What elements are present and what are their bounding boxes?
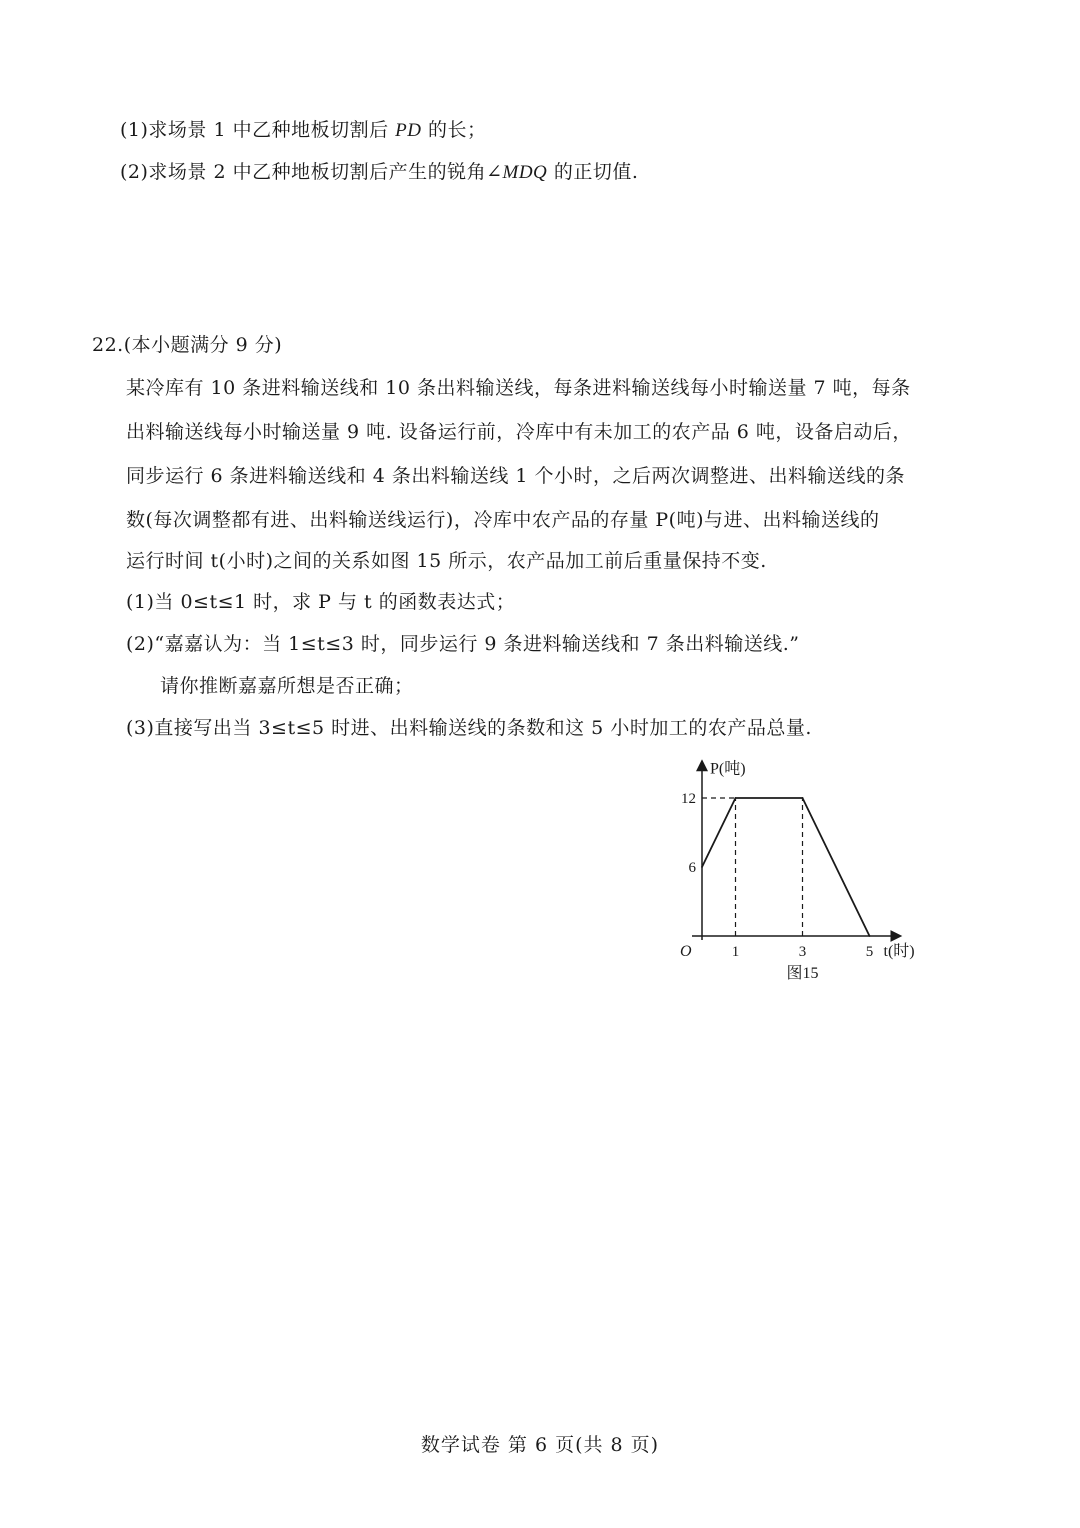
question-22-sub-1: (1)当 0≤t≤1 时，求 P 与 t 的函数表达式； <box>126 591 516 613</box>
figure-caption: 图15 <box>786 965 819 982</box>
x-tick-label-5: 5 <box>865 944 874 960</box>
data-point-2 <box>802 797 804 799</box>
y-axis-label: P(吨) <box>710 760 746 778</box>
question-22-stem-line-3: 同步运行 6 条进料输送线和 4 条出料输送线 1 个小时，之后两次调整进、出料输送线的条 <box>126 465 906 487</box>
q1-suffix: 的长； <box>421 119 487 141</box>
q2-prefix: (2)求场景 2 中乙种地板切割后产生的锐角 <box>120 161 487 183</box>
q1-variable: PD <box>395 120 422 141</box>
question-22-stem-line-2: 出料输送线每小时输送量 9 吨. 设备运行前，冷库中有未加工的农产品 6 吨，设备启动后， <box>126 421 912 443</box>
page-footer: 数学试卷 第 6 页(共 8 页) <box>420 1434 660 1456</box>
question-22-sub-2-follow: 请你推断嘉嘉所想是否正确； <box>160 675 414 697</box>
q2-variable: ∠MDQ <box>486 162 548 183</box>
previous-question-1 <box>120 118 487 143</box>
question-22-sub-3: (3)直接写出当 3≤t≤5 时进、出料输送线的条数和这 5 小时加工的农产品总量. <box>126 717 812 739</box>
question-22-stem-line-5: 运行时间 t(小时)之间的关系如图 15 所示，农产品加工前后重量保持不变. <box>126 550 767 572</box>
previous-question-2 <box>120 160 638 185</box>
x-tick-label-3: 3 <box>798 944 807 960</box>
x-tick-label-1: 1 <box>731 944 740 960</box>
figure-15-chart <box>660 750 940 990</box>
y-tick-label-6: 6 <box>688 860 696 876</box>
q2-suffix: 的正切值. <box>547 161 639 183</box>
question-22-stem-line-1: 某冷库有 10 条进料输送线和 10 条出料输送线，每条进料输送线每小时输送量 7 吨，每条 <box>126 377 911 399</box>
y-tick-label-12: 12 <box>681 791 696 807</box>
question-22-sub-2: (2)“嘉嘉认为：当 1≤t≤3 时，同步运行 9 条进料输送线和 7 条出料输送线.” <box>126 633 800 655</box>
data-point-0 <box>701 866 703 868</box>
origin-label: O <box>680 943 692 960</box>
q1-prefix: (1)求场景 1 中乙种地板切割后 <box>120 119 396 141</box>
series-line <box>702 798 870 936</box>
question-22-stem-line-4: 数(每次调整都有进、出料输送线运行)，冷库中农产品的存量 P(吨)与进、出料输送线的 <box>126 509 880 531</box>
data-point-3 <box>869 935 871 937</box>
data-point-1 <box>735 797 737 799</box>
question-22-header: 22.(本小题满分 9 分) <box>92 334 283 356</box>
x-axis-label: t(时) <box>883 943 915 960</box>
